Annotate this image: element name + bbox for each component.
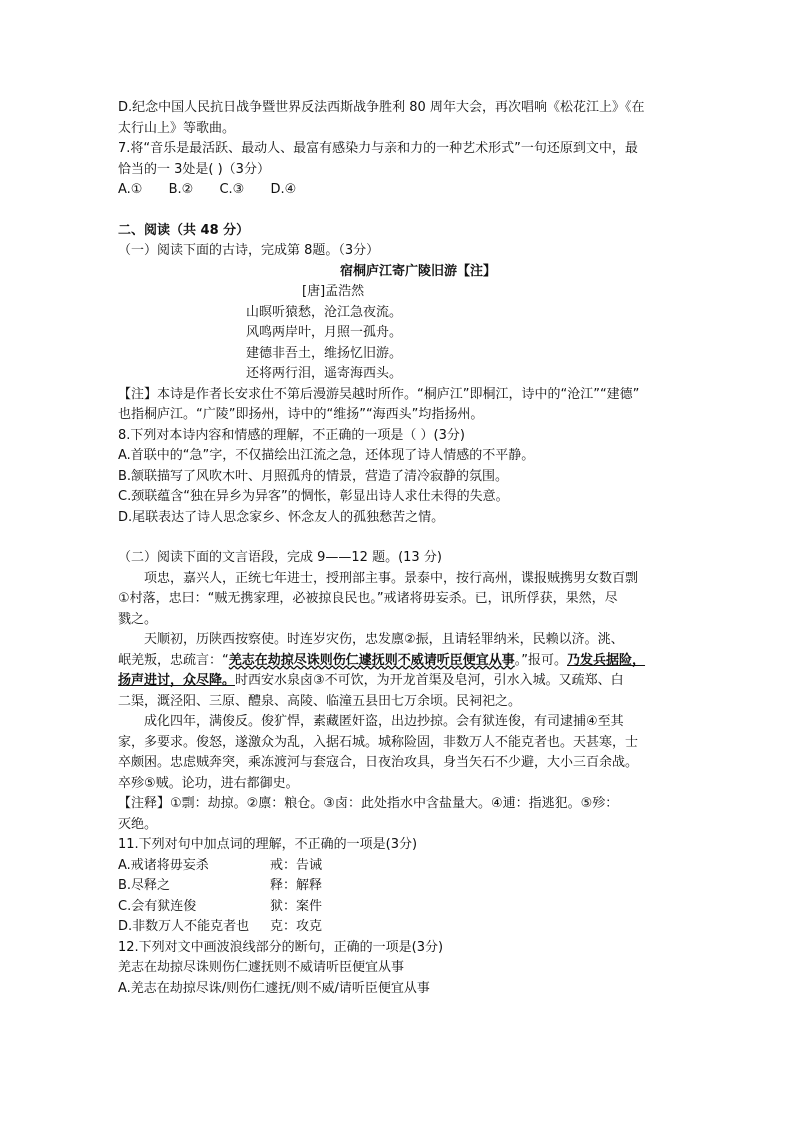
q7-option-b: B.② [168,182,194,197]
passage-para1-line1: 项忠，嘉兴人，正统七年进士，授刑部主事。景泰中，按行高州，谍报贼携男女数百剽 [144,570,639,586]
passage-para1-line3: 戮之。 [118,611,158,627]
para2-text-c: 时西安水泉卤③不可饮，为开龙首渠及皂河，引水入城。又疏郑、白 [235,673,624,688]
poem-note-line1: 【注】本诗是作者长安求仕不第后漫游吴越时所作。“桐庐江”即桐江，诗中的“沧江”“建德” [118,386,640,402]
underlined-sentence-part1: 乃发兵据险， [567,652,646,668]
poem-line-3: 建德非吾土，维扬忆旧游。 [246,345,403,361]
poem-line-2: 风鸣两岸叶，月照一孤舟。 [246,325,403,340]
q11-option-a-right: 戒：告诫 [270,857,323,873]
q8-option-c: C.颈联蕴含“独在异乡为异客”的惆怅，彰显出诗人求仕未得的失意。 [118,489,509,504]
q12-option-a: A.羌志在劫掠尽诛/则伤仁遽抚/则不威/请听臣便宜从事 [118,980,430,996]
option-d-line1: D.纪念中国人民抗日战争暨世界反法西斯战争胜利 80 周年大会，再次唱响《松花江上》《在 [118,100,645,115]
question-7-line2: 恰当的一 3处是( )（3分） [118,161,270,177]
passage-para2-line4: 二渠，溉泾阳、三原、醴泉、高陵、临潼五县田七万余顷。民祠祀之。 [118,693,522,709]
passage-para2-line2 [118,651,678,672]
q11-option-b-right: 释：解释 [270,878,323,893]
poem-note-line2: 也指桐庐江。“广陵”即扬州，诗中的“维扬”“海西头”均指扬州。 [118,407,484,422]
q8-option-d: D.尾联表达了诗人思念家乡、怀念友人的孤独愁苦之情。 [118,509,445,525]
q8-option-b: B.颔联描写了风吹木叶、月照孤舟的情景，营造了清冷寂静的氛围。 [118,468,509,484]
q11-option-d [118,917,678,938]
passage-para3-line2: 家，多要求。俊怒，遂激众为乱，入据石城。城称险固，非数万人不能克者也。天甚寒，士 [118,734,639,750]
poem-line-4: 还将两行泪，遥寄海西头。 [246,366,403,381]
q12-sentence: 羌志在劫掠尽诛则伤仁遽抚则不威请听臣便宜从事 [118,960,405,975]
subsection-1-heading: （一）阅读下面的古诗，完成第 8题。（3分） [118,243,380,258]
q11-option-a [118,856,678,877]
passage-para3-line1: 成化四年，满俊反。俊犷悍，素藏匿奸盗，出边抄掠。会有狱连俊，有司逮捕④至其 [144,714,624,729]
q11-option-b-left: B.尽释之 [118,878,171,893]
passage-para1-line2: ①村落，忠曰：“贼无携家理，必被掠良民也。”戒诸将毋妄杀。已，讯所俘获，果然，尽 [118,591,618,606]
q8-option-a: A.首联中的“急”字，不仅描绘出江流之急，还体现了诗人情感的不平静。 [118,448,535,463]
passage-para2-line1: 天顺初，历陕西按察使。时连岁灾伤，忠发廪②振，且请轻罪纳米，民赖以济。洮、 [144,632,624,647]
question-8: 8.下列对本诗内容和情感的理解，不正确的一项是（ ）(3分) [118,427,465,443]
exam-page [118,98,678,999]
passage-para3-line4: 卒殄⑤贼。论功，进右都御史。 [118,775,299,791]
wavy-underlined-sentence: 羌志在劫掠尽诛则伤仁遽抚则不威请听臣便宜从事 [228,652,515,668]
q11-option-b [118,876,678,897]
spacer [118,528,678,548]
subsection-2-heading: （二）阅读下面的文言语段，完成 9——12 题。(13 分) [118,550,442,565]
annotation-line2: 灭绝。 [118,816,158,832]
q11-option-d-right: 克：攻克 [270,919,323,934]
q11-option-c [118,897,678,918]
para2-text-a: 岷羌叛，忠疏言：“ [118,652,229,668]
q11-option-c-right: 狱：案件 [270,898,323,914]
q7-option-a: A.① [118,182,143,197]
q7-option-d: D.④ [270,182,297,197]
question-12: 12.下列对文中画波浪线部分的断句，正确的一项是(3分) [118,939,444,955]
q11-option-d-left: D.非数万人不能克者也 [118,919,250,934]
question-11: 11.下列对句中加点词的理解，不正确的一项是(3分) [118,837,418,852]
q7-option-c: C.③ [219,182,245,197]
option-d-line2: 太行山上》等歌曲。 [118,120,236,136]
poem-title: 宿桐庐江寄广陵旧游【注】 [339,263,496,279]
question-7-line1: 7.将“音乐是最活跃、最动人、最富有感染力与亲和力的一种艺术形式”一句还原到文中，最 [118,141,638,156]
passage-para2-line3 [118,671,678,692]
para2-text-b: 。”报可。 [514,652,568,668]
underlined-sentence-part2: 扬声进讨，众尽降。 [118,673,236,688]
question-7-options [118,180,678,201]
spacer [118,201,678,221]
poem-author: [唐]孟浩然 [302,284,365,299]
poem-line-1: 山暝听猿愁，沧江急夜流。 [246,304,403,320]
section-2-heading: 二、阅读（共 48 分） [118,222,250,238]
q11-option-a-left: A.戒诸将毋妄杀 [118,857,209,873]
passage-para3-line3: 卒颇困。忠虑贼奔突，乘冻渡河与套寇合，日夜治攻具，身当矢石不少避，大小三百余战。 [118,755,639,770]
annotation-line1: 【注释】①剽：劫掠。②廪：粮仓。③卤：此处指水中含盐量大。④逋：指逃犯。⑤殄： [118,796,619,811]
q11-option-c-left: C.会有狱连俊 [118,898,197,914]
